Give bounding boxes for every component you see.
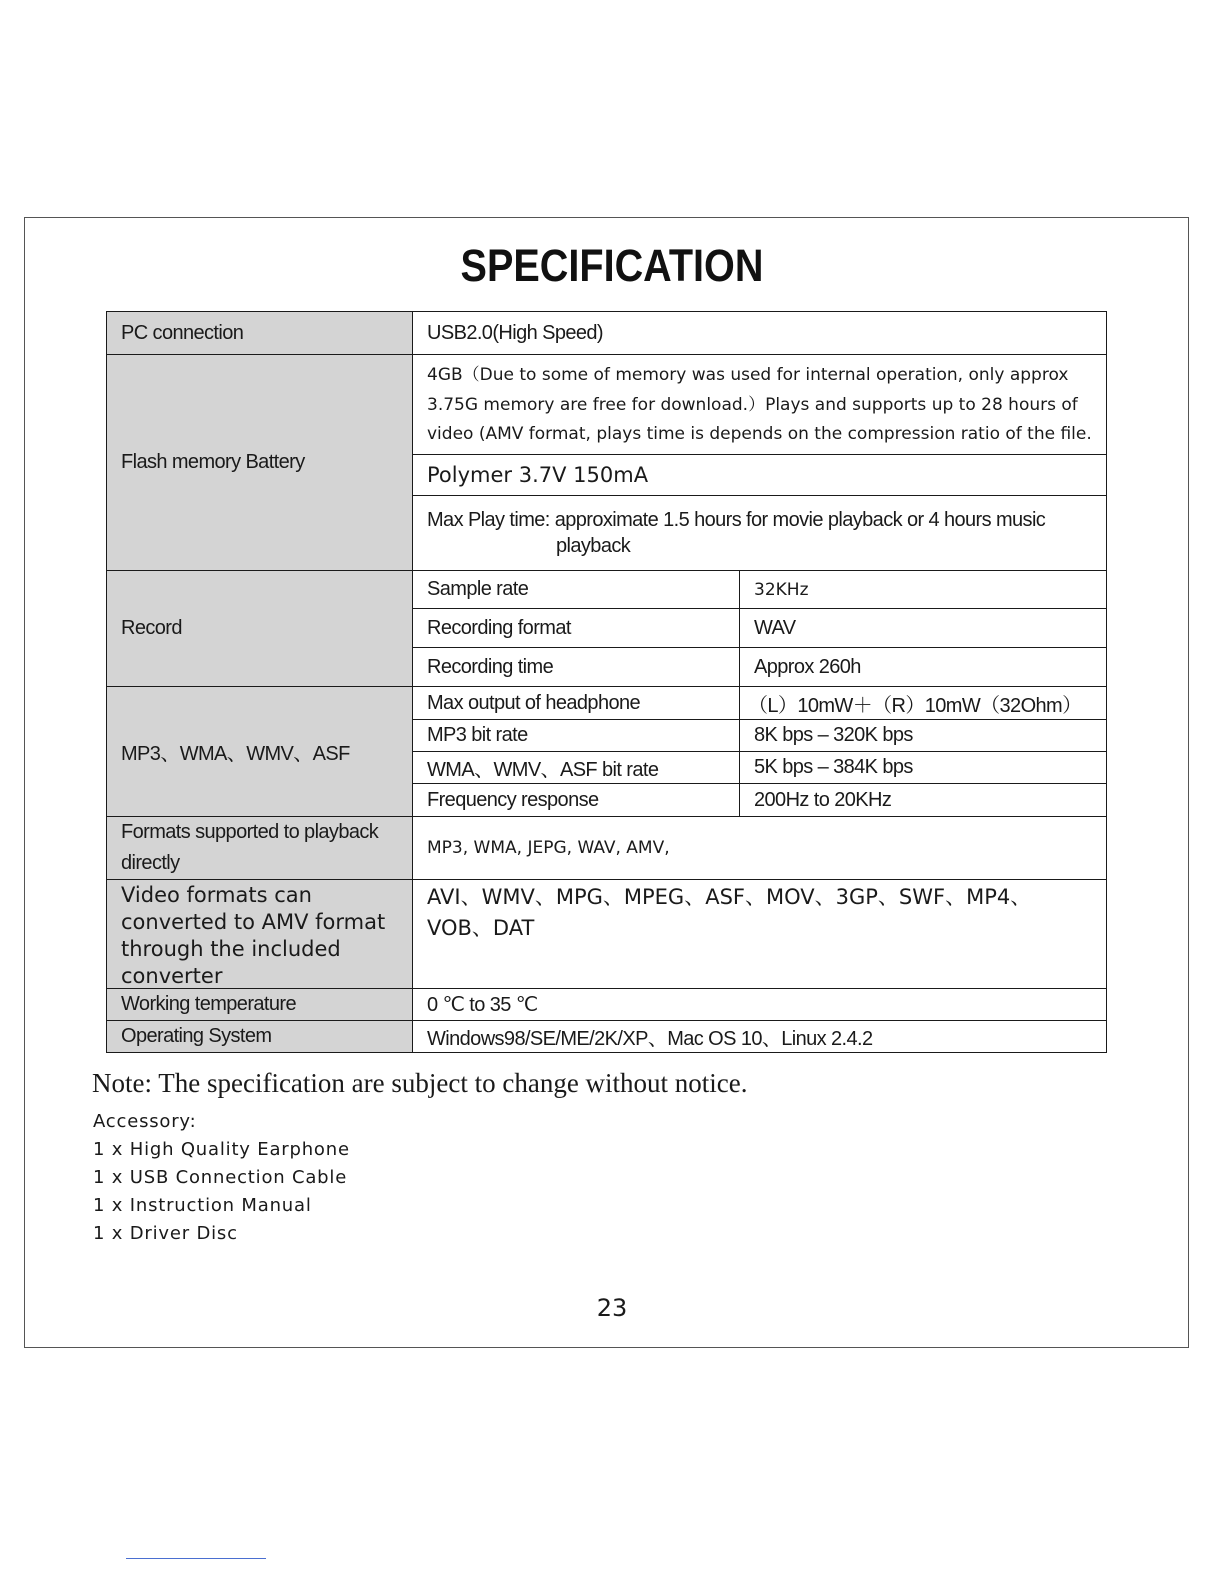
audio-value: 5K bps – 384K bps — [739, 751, 1107, 784]
formats-value: MP3, WMA, JEPG, WAV, AMV, — [412, 816, 1107, 880]
accessory-item: 1 x USB Connection Cable — [93, 1167, 348, 1188]
record-key: Recording format — [412, 608, 740, 648]
os-value: Windows98/SE/ME/2K/XP、Mac OS 10、Linux 2.4.2 — [412, 1020, 1107, 1053]
divider-line — [126, 1558, 266, 1559]
formats-label: Formats supported to playback directly — [106, 816, 413, 880]
temperature-value: 0 ℃ to 35 ℃ — [412, 988, 1107, 1021]
temperature-label: Working temperature — [106, 988, 413, 1021]
accessory-item: 1 x High Quality Earphone — [93, 1139, 350, 1160]
record-value: WAV — [739, 608, 1107, 648]
flash-battery-label: Flash memory Battery — [106, 354, 413, 571]
video-formats-label: Video formats can converted to AMV format through the included converter — [106, 879, 413, 989]
record-label: Record — [106, 570, 413, 687]
audio-value: 8K bps – 320K bps — [739, 719, 1107, 752]
accessory-heading: Accessory: — [93, 1111, 197, 1132]
record-value: 32KHz — [739, 570, 1107, 609]
audio-key: WMA、WMV、ASF bit rate — [412, 751, 740, 784]
record-value: Approx 260h — [739, 647, 1107, 687]
accessory-item: 1 x Instruction Manual — [93, 1195, 312, 1216]
audio-value: （L）10mW＋（R）10mW（32Ohm） — [739, 686, 1107, 720]
audio-formats-label: MP3、WMA、WMV、ASF — [106, 686, 413, 817]
record-key: Sample rate — [412, 570, 740, 609]
spec-note: Note: The specification are subject to change without notice. — [92, 1068, 748, 1098]
audio-key: Frequency response — [412, 783, 740, 817]
play-time-line2: playback — [556, 535, 631, 557]
record-key: Recording time — [412, 647, 740, 687]
accessory-item: 1 x Driver Disc — [93, 1223, 238, 1244]
play-time-value — [412, 495, 1107, 571]
page-title: SPECIFICATION — [460, 240, 764, 291]
pc-connection-label: PC connection — [106, 311, 413, 355]
video-formats-value: AVI、WMV、MPG、MPEG、ASF、MOV、3GP、SWF、MP4、VOB、DAT — [412, 879, 1107, 989]
flash-memory-value: 4GB（Due to some of memory was used for internal operation, only approx 3.75G memory are free for download.）Plays and supports up to 28 hours of video (AMV format, plays time is depends on the compression ratio of the file. — [412, 354, 1107, 455]
audio-key: MP3 bit rate — [412, 719, 740, 752]
os-label: Operating System — [106, 1020, 413, 1053]
audio-value: 200Hz to 20KHz — [739, 783, 1107, 817]
battery-value: Polymer 3.7V 150mA — [412, 454, 1107, 496]
play-time-line1: Max Play time: approximate 1.5 hours for movie playback or 4 hours music — [427, 509, 1046, 531]
pc-connection-value: USB2.0(High Speed) — [412, 311, 1107, 355]
audio-key: Max output of headphone — [412, 686, 740, 720]
page-number: 23 — [596, 1294, 628, 1322]
